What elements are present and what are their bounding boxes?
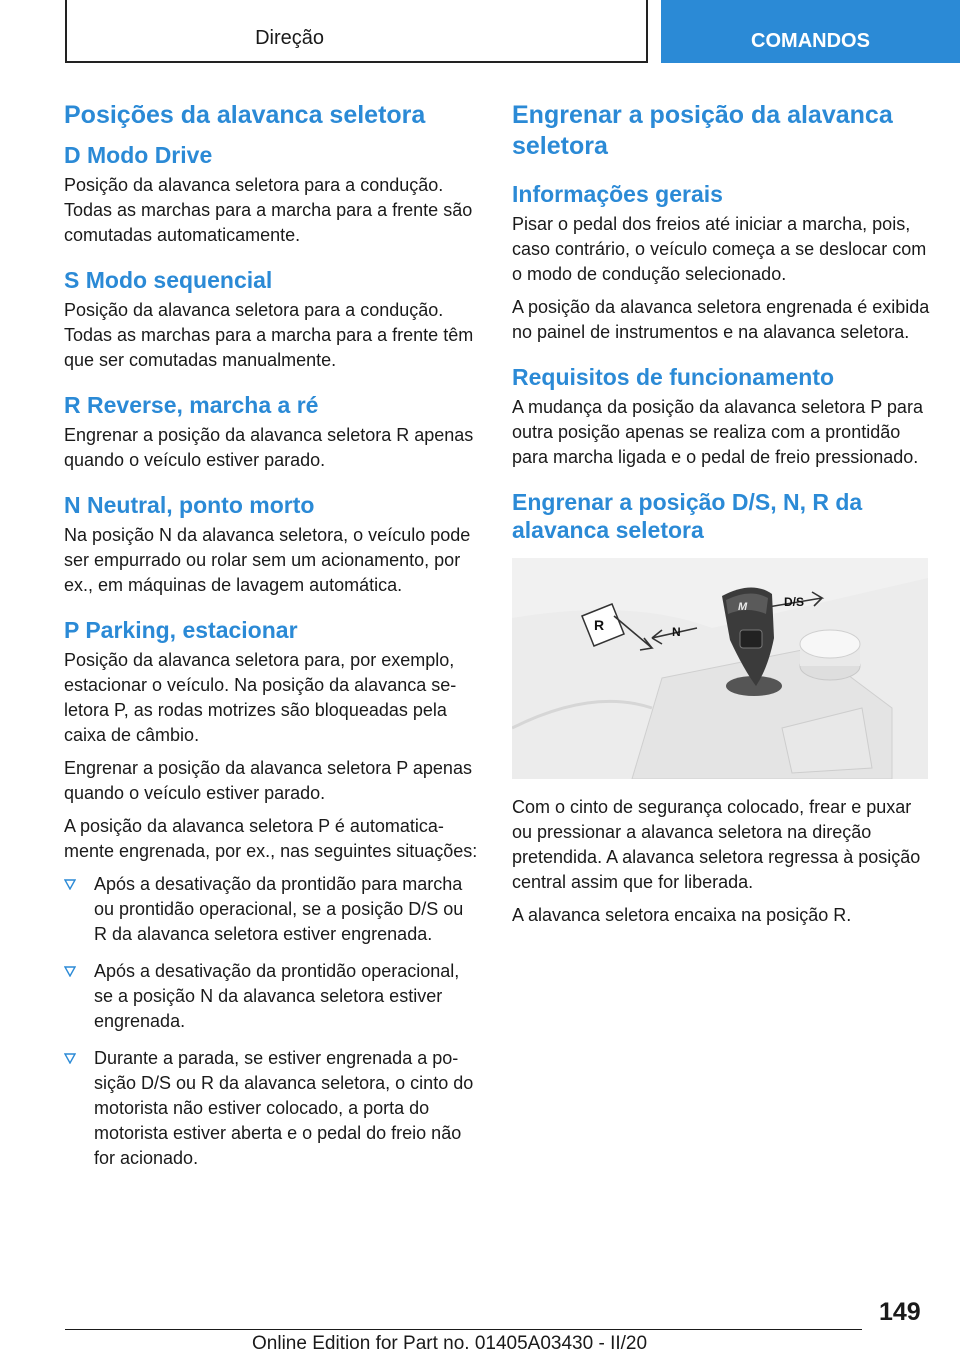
- paragraph: Engrenar a posição da alavanca seletora R apenas quando o veículo estiver parado.: [64, 425, 474, 470]
- section-heading-sequential: S Modo sequencial: [64, 267, 273, 293]
- paragraph: A mudança da posição da alavanca seletora P para outra posição apenas se realiza com a prontidão para marcha ligada e o pedal de freio pressionado.: [512, 397, 923, 467]
- header-section-title: Direção: [255, 27, 324, 49]
- paragraph: A alavanca seletora encaixa na posição R.: [512, 905, 852, 925]
- section-heading-engage-position: Engrenar a posição D/S, N, R da alavanca seletora: [512, 489, 863, 543]
- list-item: Após a desativação da prontidão operacional, se a posição N da alavanca seletora estiver engrenada.: [64, 959, 479, 1034]
- section-heading-drive: D Modo Drive: [64, 142, 213, 168]
- paragraph: Com o cinto de segurança colocado, frear e puxar ou pressionar a alavanca seletora na direção pretendida. A alavanca seletora regressa à posição central assim que for liberada.: [512, 797, 921, 892]
- section-heading-general-info: Informações gerais: [512, 181, 723, 207]
- chapter-tab-label: COMANDOS: [751, 30, 870, 52]
- paragraph: A posição da alavanca seletora P é automaticamente engrenada, por ex., nas seguintes situações:: [64, 816, 478, 861]
- paragraph: Posição da alavanca seletora para a condução. Todas as marchas para a marcha para a frente têm que ser comutadas manualmente.: [64, 300, 474, 370]
- list-item: Durante a parada, se estiver engrenada a posição D/S ou R da alavanca seletora, o cinto do motorista não estiver colocado, a porta do motorista estiver aberta e o pedal do freio não for acionado.: [64, 1046, 479, 1171]
- footer-edition: Online Edition for Part no. 01405A03430 - II/20: [252, 1333, 648, 1354]
- paragraph: A posição da alavanca seletora engrenada é exibida no painel de instrumentos e na alavanca seletora.: [512, 297, 930, 342]
- paragraph: Posição da alavanca seletora para a condução. Todas as marchas para a marcha para a frente são comutadas automaticamente.: [64, 175, 473, 245]
- footer-divider: [65, 1329, 862, 1330]
- section-heading-reverse: R Reverse, marcha a ré: [64, 392, 319, 418]
- position-r-label: R: [594, 617, 605, 633]
- position-n-label: N: [672, 625, 681, 639]
- section-heading-neutral: N Neutral, ponto morto: [64, 492, 315, 518]
- header-frame: [65, 0, 648, 63]
- left-column: [64, 100, 479, 1183]
- chapter-tab[interactable]: [661, 0, 960, 63]
- page-number: 149: [879, 1298, 921, 1326]
- gear-selector-drawing: [512, 558, 928, 779]
- bullet-list: [64, 872, 479, 1171]
- paragraph: Na posição N da alavanca seletora, o veículo pode ser empurrado ou rolar sem um acionamento, por ex., em máquinas de lavagem automática.: [64, 525, 471, 595]
- section-heading-parking: P Parking, estacionar: [64, 617, 298, 643]
- left-title: Posições da alavanca seletora: [64, 101, 426, 129]
- gear-selector-illustration: [512, 558, 928, 779]
- triangle-bullet-icon: [64, 1053, 76, 1064]
- triangle-bullet-icon: [64, 966, 76, 977]
- paragraph: Engrenar a posição da alavanca seletora P apenas quando o veículo estiver parado.: [64, 758, 472, 803]
- m-logo-label: M: [738, 601, 748, 613]
- list-item: Após a desativação da prontidão para marcha ou prontidão operacional, se a posição D/S ou R da alavanca seletora estiver engrenada.: [64, 872, 479, 947]
- right-column: [512, 100, 930, 936]
- position-ds-label: D/S: [784, 595, 805, 609]
- right-title: Engrenar a posição da alavanca seletora: [512, 101, 893, 160]
- section-heading-requirements: Requisitos de funcionamento: [512, 364, 835, 390]
- paragraph: Posição da alavanca seletora para, por exemplo, estacionar o veículo. Na posição da alavanca seletora P, as rodas motrizes são bloqueadas pela caixa de câmbio.: [64, 650, 457, 745]
- triangle-bullet-icon: [64, 879, 76, 890]
- paragraph: Pisar o pedal dos freios até iniciar a marcha, pois, caso contrário, o veículo começa a se deslocar com o modo de condução selecionado.: [512, 214, 927, 284]
